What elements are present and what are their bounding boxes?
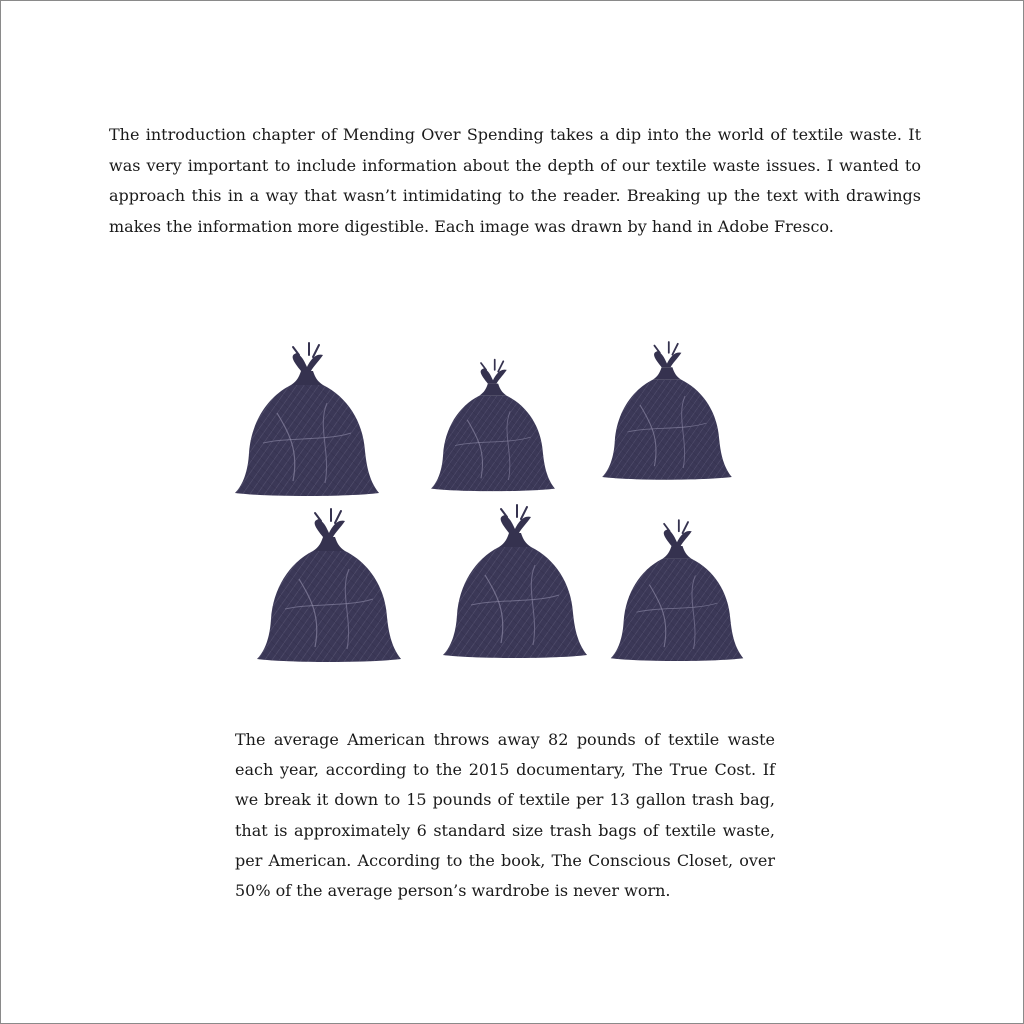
trash-bag-icon — [235, 343, 379, 496]
trash-bag-icon — [443, 505, 587, 658]
trash-bag-icon — [611, 520, 743, 661]
intro-paragraph: The introduction chapter of Mending Over Spending takes a dip into the world of textile waste. It was very important to include information about the depth of our textile waste issues. I wanted to approach this in a way that wasn’t intimidating to the reader. Breaking up the text with drawings makes the information more digestible. Each image was drawn by hand in Adobe Fresco. — [109, 125, 921, 236]
trash-bags-drawing — [221, 331, 761, 681]
body-paragraph: The average American throws away 82 pounds of textile waste each year, according to the 2015 documentary, The True Cost. If we break it down to 15 pounds of textile per 13 gallon trash bag, that is approximately 6 standard size trash bags of textile waste, per American. According to the book, The Conscious Closet, over 50% of the average person’s wardrobe is never worn. — [235, 730, 775, 901]
trash-bag-icon — [602, 342, 732, 480]
trash-bag-icon — [257, 509, 401, 662]
trash-bags-illustration — [221, 331, 761, 681]
trash-bag-icon — [431, 360, 555, 492]
